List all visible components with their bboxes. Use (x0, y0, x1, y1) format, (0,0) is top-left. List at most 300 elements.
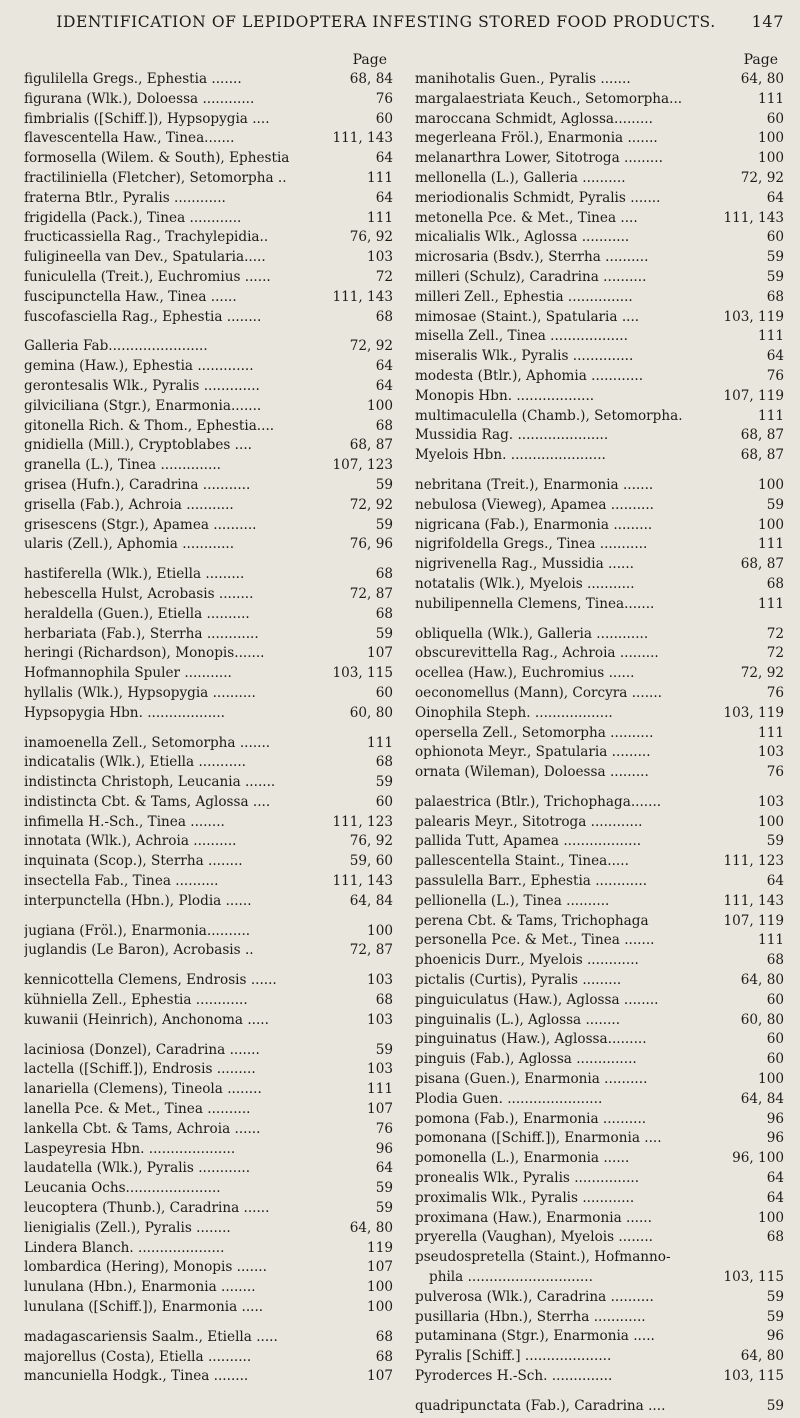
running-title: IDENTIFICATION OF LEPIDOPTERA INFESTING STORED FOOD PRODUCTS. (56, 13, 716, 31)
entry-pages: 72, 87 (349, 585, 393, 602)
entry-pages: 68 (766, 288, 784, 305)
entry-name: pomona (Fab.), Enarmonia .......... (415, 1110, 647, 1127)
entry-pages: 107 (367, 1259, 393, 1276)
entry-name: madagascariensis Saalm., Etiella ..... (24, 1328, 278, 1345)
index-entry (24, 685, 393, 705)
entry-pages: 60 (375, 793, 393, 810)
index-entry (415, 309, 784, 329)
index-entry (415, 1170, 784, 1190)
index-entry (24, 437, 393, 457)
entry-pages: 64, 80 (349, 1219, 393, 1236)
entry-name: majorellus (Costa), Etiella .......... (24, 1348, 252, 1365)
page-number: 147 (751, 12, 784, 31)
index-entry (24, 1160, 393, 1180)
index-entry (24, 150, 393, 170)
entry-pages: 59 (375, 516, 393, 533)
entry-pages: 60, 80 (349, 704, 393, 721)
entry-pages: 76 (766, 367, 784, 384)
entry-pages: 60 (375, 110, 393, 127)
entry-name: innotata (Wlk.), Achroia .......... (24, 833, 237, 850)
index-entry (24, 923, 393, 943)
entry-pages: 100 (758, 150, 784, 167)
index-entry (24, 358, 393, 378)
entry-pages: 72, 87 (349, 942, 393, 959)
index-entry (415, 536, 784, 556)
entry-name: Mussidia Rag. ..................... (415, 427, 609, 444)
entry-name: lombardica (Hering), Monopis ....... (24, 1259, 267, 1276)
index-entry (24, 1240, 393, 1260)
entry-pages: 72, 92 (349, 496, 393, 513)
index-entry (415, 1071, 784, 1091)
entry-name: passulella Barr., Ephestia ............ (415, 873, 648, 890)
index-entry (415, 932, 784, 952)
index-entry (24, 536, 393, 556)
index-entry (415, 1309, 784, 1329)
entry-pages: 68, 87 (349, 437, 393, 454)
index-entry (24, 853, 393, 873)
entry-name: Pyralis [Schiff.] .................... (415, 1348, 612, 1365)
index-entry (415, 1150, 784, 1170)
entry-pages: 111, 123 (332, 813, 393, 830)
page-header (24, 12, 784, 31)
index-entry (415, 170, 784, 190)
entry-name: heringi (Richardson), Monopis....... (24, 645, 265, 662)
index-entry (415, 596, 784, 616)
index-entry (415, 348, 784, 368)
entry-pages: 64 (375, 358, 393, 375)
entry-pages: 60, 80 (740, 1011, 784, 1028)
entry-name: Plodia Guen. ...................... (415, 1090, 603, 1107)
entry-name: ularis (Zell.), Aphomia ............ (24, 536, 235, 553)
index-entry (415, 1111, 784, 1131)
index-entry (415, 913, 784, 933)
index-entry (415, 1249, 784, 1269)
entry-pages: 59 (375, 625, 393, 642)
entry-name: multimaculella (Chamb.), Setomorpha. (415, 407, 683, 424)
index-entry (24, 774, 393, 794)
index-entry (415, 210, 784, 230)
entry-name: melanarthra Lower, Sitotroga ......... (415, 150, 663, 167)
entry-pages: 100 (367, 397, 393, 414)
index-entry (415, 1091, 784, 1111)
index-entry (415, 427, 784, 447)
index-entry (24, 566, 393, 586)
column-page-heading: Page (743, 52, 778, 68)
entry-pages: 59 (766, 496, 784, 513)
entry-pages: 107, 119 (723, 912, 784, 929)
entry-name: Lindera Blanch. .................... (24, 1239, 225, 1256)
index-entry (415, 744, 784, 764)
entry-name: pallida Tutt, Apamea .................. (415, 833, 642, 850)
index-entry (415, 447, 784, 467)
entry-pages: 59 (766, 1288, 784, 1305)
index-entry (415, 705, 784, 725)
index-entry (24, 873, 393, 893)
entry-name: infimella H.-Sch., Tinea ........ (24, 813, 225, 830)
entry-name: kuwanii (Heinrich), Anchonoma ..... (24, 1011, 269, 1028)
entry-name: pellionella (L.), Tinea .......... (415, 892, 610, 909)
entry-pages: 64 (375, 377, 393, 394)
entry-pages: 64 (766, 348, 784, 365)
entry-name: lactella ([Schiff.]), Endrosis ......... (24, 1061, 256, 1078)
index-entry (415, 952, 784, 972)
index-column-left (24, 52, 393, 1418)
index-entry (24, 309, 393, 329)
entry-pages: 111, 143 (332, 288, 393, 305)
index-entry (24, 735, 393, 755)
entry-name: notatalis (Wlk.), Myelois ........... (415, 575, 635, 592)
entry-name: Leucania Ochs...................... (24, 1180, 221, 1197)
entry-name: Hofmannophila Spuler ........... (24, 665, 232, 682)
entry-pages: 103, 115 (723, 1269, 784, 1286)
entry-name: quadripunctata (Fab.), Caradrina .... (415, 1397, 666, 1414)
entry-pages: 100 (758, 813, 784, 830)
entry-name: ophionota Meyr., Spatularia ......... (415, 744, 651, 761)
entry-pages: 68 (375, 566, 393, 583)
index-entry (24, 210, 393, 230)
entry-name: Pyroderces H.-Sch. .............. (415, 1368, 613, 1384)
index-entry (24, 645, 393, 665)
entry-pages: 76 (766, 684, 784, 701)
entry-name: maroccana Schmidt, Aglossa......... (415, 110, 653, 127)
index-entry (24, 705, 393, 725)
entry-pages: 68 (375, 417, 393, 434)
index-column-right (415, 52, 784, 1418)
index-entry (415, 1210, 784, 1230)
entry-name: nigrifoldella Gregs., Tinea ........... (415, 536, 648, 553)
entry-name: grisella (Fab.), Achroia ........... (24, 496, 234, 513)
index-entry (24, 1220, 393, 1240)
index-entry (415, 1190, 784, 1210)
index-entry (24, 1121, 393, 1141)
index-columns (24, 52, 784, 1418)
index-entry (415, 289, 784, 309)
entry-name: nebritana (Treit.), Enarmonia ....... (415, 476, 654, 493)
index-entry (24, 814, 393, 834)
index-entry (415, 249, 784, 269)
entry-name: perena Cbt. & Tams, Trichophaga (415, 912, 649, 929)
entry-name: misella Zell., Tinea .................. (415, 328, 628, 345)
entry-pages: 111 (758, 90, 784, 107)
index-entry (415, 794, 784, 814)
entry-pages: 60 (766, 110, 784, 127)
entry-pages: 96, 100 (732, 1150, 784, 1167)
entry-name: pryerella (Vaughan), Myelois ........ (415, 1229, 653, 1246)
entry-name: mellonella (L.), Galleria .......... (415, 169, 626, 186)
entry-pages: 100 (367, 922, 393, 939)
entry-pages: 103, 115 (723, 1368, 784, 1384)
entry-pages: 103 (367, 1011, 393, 1028)
entry-pages: 100 (367, 1279, 393, 1296)
entry-name: pinguinalis (L.), Aglossa ........ (415, 1011, 621, 1028)
entry-pages: 68 (375, 1328, 393, 1345)
entry-name: milleri Zell., Ephestia ............... (415, 288, 633, 305)
entry-name: indicatalis (Wlk.), Etiella ........... (24, 754, 246, 771)
index-entry (24, 586, 393, 606)
entry-name: lanella Pce. & Met., Tinea .......... (24, 1101, 251, 1118)
entry-pages: 111 (367, 1081, 393, 1098)
entry-name: pinguiculatus (Haw.), Aglossa ........ (415, 991, 659, 1008)
entry-name: megerleana Fröl.), Enarmonia ....... (415, 130, 658, 147)
entry-pages: 64 (375, 1160, 393, 1177)
entry-pages: 76, 96 (349, 536, 393, 553)
index-entry (24, 1101, 393, 1121)
index-entry (415, 1031, 784, 1051)
entry-name: micalialis Wlk., Aglossa ........... (415, 229, 630, 246)
entry-name: lanariella (Clemens), Tineola ........ (24, 1081, 262, 1098)
index-entry (415, 150, 784, 170)
entry-pages: 103 (367, 972, 393, 989)
index-entry (415, 229, 784, 249)
entry-name: pseudospretella (Staint.), Hofmanno- (415, 1249, 671, 1266)
entry-name: pictalis (Curtis), Pyralis ......... (415, 972, 622, 989)
entry-name: insectella Fab., Tinea .......... (24, 873, 219, 890)
entry-pages: 72, 92 (349, 338, 393, 355)
index-entry (415, 328, 784, 348)
entry-name: nebulosa (Vieweg), Apamea .......... (415, 496, 654, 513)
entry-pages: 111 (758, 595, 784, 612)
entry-pages: 68 (375, 1348, 393, 1365)
entry-pages: 68 (766, 1229, 784, 1246)
entry-name: pisana (Guen.), Enarmonia .......... (415, 1071, 648, 1088)
entry-name: phila ............................. (429, 1269, 593, 1286)
entry-name: granella (L.), Tinea .............. (24, 457, 221, 474)
index-entry (415, 388, 784, 408)
entry-name: kennicottella Clemens, Endrosis ...... (24, 972, 277, 989)
index-entry (24, 71, 393, 91)
entry-pages: 72 (766, 625, 784, 642)
entry-name: hyllalis (Wlk.), Hypsopygia .......... (24, 684, 256, 701)
index-entry (24, 1349, 393, 1369)
entry-pages: 96 (766, 1130, 784, 1147)
entry-pages: 76 (375, 1120, 393, 1137)
index-entry (415, 111, 784, 131)
entry-pages: 111 (367, 734, 393, 751)
index-entry (415, 556, 784, 576)
entry-name: fimbrialis ([Schiff.]), Hypsopygia .... (24, 110, 270, 127)
entry-name: hastiferella (Wlk.), Etiella ......... (24, 566, 245, 583)
entry-name: Monopis Hbn. .................. (415, 387, 595, 404)
entry-pages: 68, 87 (740, 447, 784, 464)
entry-pages: 64 (375, 150, 393, 167)
entry-name: pulverosa (Wlk.), Caradrina .......... (415, 1288, 654, 1305)
index-entry (415, 1130, 784, 1150)
index-entry (24, 418, 393, 438)
entry-name: grisea (Hufn.), Caradrina ........... (24, 476, 251, 493)
index-entry (415, 665, 784, 685)
entry-pages: 60 (766, 1051, 784, 1068)
index-entry (415, 992, 784, 1012)
index-entry (24, 942, 393, 962)
index-entry (415, 517, 784, 537)
entry-pages: 68, 84 (349, 71, 393, 87)
entry-pages: 76 (375, 90, 393, 107)
index-entry (24, 497, 393, 517)
index-entry (24, 754, 393, 774)
entry-pages: 100 (367, 1299, 393, 1316)
entry-pages: 111 (758, 328, 784, 345)
index-entry (24, 665, 393, 685)
entry-pages: 64 (375, 189, 393, 206)
entry-name: jugiana (Fröl.), Enarmonia.......... (24, 922, 251, 939)
entry-pages: 111, 143 (332, 130, 393, 147)
entry-name: mancuniella Hodgk., Tinea ........ (24, 1368, 249, 1385)
entry-name: pallescentella Staint., Tinea..... (415, 853, 629, 870)
entry-name: phoenicis Durr., Myelois ............ (415, 952, 639, 969)
entry-pages: 96 (766, 1328, 784, 1345)
entry-pages: 68 (375, 992, 393, 1009)
entry-pages: 76, 92 (349, 833, 393, 850)
entry-name: fractiliniella (Fletcher), Setomorpha .. (24, 169, 287, 186)
entry-pages: 59 (375, 1180, 393, 1197)
index-entry (415, 645, 784, 665)
index-entry (415, 873, 784, 893)
index-entry (415, 91, 784, 111)
entry-name: gerontesalis Wlk., Pyralis ............. (24, 377, 260, 394)
entry-pages: 59, 60 (349, 853, 393, 870)
index-entry (415, 71, 784, 91)
entry-pages: 60 (766, 229, 784, 246)
entry-pages: 68 (766, 575, 784, 592)
index-entry (415, 1229, 784, 1249)
index-entry (24, 1200, 393, 1220)
entry-pages: 96 (375, 1140, 393, 1157)
entry-pages: 111 (758, 536, 784, 553)
entry-pages: 111 (758, 932, 784, 949)
entry-pages: 59 (766, 1397, 784, 1414)
entry-name: pusillaria (Hbn.), Sterrha ............ (415, 1308, 646, 1325)
entry-list (415, 71, 784, 1418)
index-entry (415, 725, 784, 745)
entry-pages: 59 (766, 249, 784, 266)
index-entry (24, 1081, 393, 1101)
entry-name: kühniella Zell., Ephestia ............ (24, 992, 248, 1009)
entry-pages: 64, 84 (349, 892, 393, 909)
entry-pages: 103, 119 (723, 704, 784, 721)
entry-pages: 64 (766, 189, 784, 206)
entry-pages: 103 (367, 1061, 393, 1078)
entry-name: modesta (Btlr.), Aphomia ............ (415, 367, 644, 384)
entry-pages: 68 (375, 605, 393, 622)
entry-name: obscurevittella Rag., Achroia ......... (415, 645, 659, 662)
index-entry (24, 1141, 393, 1161)
entry-name: pronealis Wlk., Pyralis ............... (415, 1170, 640, 1187)
index-entry (24, 794, 393, 814)
entry-name: putaminana (Stgr.), Enarmonia ..... (415, 1328, 655, 1345)
entry-pages: 59 (766, 1308, 784, 1325)
index-entry (24, 170, 393, 190)
entry-pages: 68 (766, 952, 784, 969)
entry-pages: 59 (375, 774, 393, 791)
index-entry (24, 378, 393, 398)
index-entry (24, 130, 393, 150)
index-entry (24, 972, 393, 992)
entry-pages: 64 (766, 1170, 784, 1187)
entry-name: pomonana ([Schiff.]), Enarmonia .... (415, 1130, 662, 1147)
entry-pages: 103 (758, 793, 784, 810)
index-entry (24, 992, 393, 1012)
entry-name: nubilipennella Clemens, Tinea....... (415, 595, 655, 612)
entry-pages: 103 (758, 744, 784, 761)
entry-name: margalaestriata Keuch., Setomorpha... (415, 90, 683, 107)
entry-pages: 111, 143 (723, 209, 784, 226)
entry-name: mimosae (Staint.), Spatularia .... (415, 308, 640, 325)
entry-name: obliquella (Wlk.), Galleria ............ (415, 625, 649, 642)
entry-pages: 100 (758, 516, 784, 533)
entry-name: fuscipunctella Haw., Tinea ...... (24, 288, 237, 305)
entry-pages: 68 (375, 308, 393, 325)
index-entry (415, 833, 784, 853)
index-entry (24, 289, 393, 309)
entry-pages: 107 (367, 1368, 393, 1385)
entry-name: interpunctella (Hbn.), Plodia ...... (24, 892, 252, 909)
entry-name: proximalis Wlk., Pyralis ............ (415, 1189, 635, 1206)
index-entry (24, 1368, 393, 1388)
entry-pages: 72, 92 (740, 169, 784, 186)
entry-name: lunulana ([Schiff.]), Enarmonia ..... (24, 1299, 264, 1316)
entry-name: Myelois Hbn. ...................... (415, 447, 606, 464)
entry-name: pinguinatus (Haw.), Aglossa......... (415, 1031, 647, 1048)
index-entry (24, 626, 393, 646)
entry-name: Galleria Fab....................... (24, 338, 208, 355)
index-entry (415, 269, 784, 289)
entry-pages: 59 (375, 476, 393, 493)
index-entry (415, 893, 784, 913)
entry-name: funiculella (Treit.), Euchromius ...... (24, 268, 271, 285)
entry-name: proximana (Haw.), Enarmonia ...... (415, 1209, 652, 1226)
index-entry (415, 972, 784, 992)
index-entry (415, 1398, 784, 1418)
entry-name: fructicassiella Rag., Trachylepidia.. (24, 229, 269, 246)
entry-name: palearis Meyr., Sitotroga ............ (415, 813, 643, 830)
entry-name: microsaria (Bsdv.), Sterrha .......... (415, 249, 649, 266)
index-entry (415, 1289, 784, 1309)
index-entry (415, 626, 784, 646)
entry-name: gemina (Haw.), Ephestia ............. (24, 358, 254, 375)
index-entry (415, 764, 784, 784)
entry-name: lienigialis (Zell.), Pyralis ........ (24, 1219, 231, 1236)
entry-name: lunulana (Hbn.), Enarmonia ........ (24, 1279, 256, 1296)
index-entry (415, 368, 784, 388)
entry-pages: 64, 80 (740, 1348, 784, 1365)
entry-pages: 72 (375, 268, 393, 285)
entry-name: manihotalis Guen., Pyralis ....... (415, 71, 631, 87)
entry-name: Oinophila Steph. .................. (415, 704, 613, 721)
entry-pages: 111, 143 (332, 873, 393, 890)
entry-name: inamoenella Zell., Setomorpha ....... (24, 734, 271, 751)
entry-name: figurana (Wlk.), Doloessa ............ (24, 90, 255, 107)
entry-pages: 100 (758, 476, 784, 493)
entry-pages: 111 (367, 169, 393, 186)
entry-name: fuscofasciella Rag., Ephestia ........ (24, 308, 262, 325)
index-entry (24, 457, 393, 477)
entry-name: Hypsopygia Hbn. .................. (24, 704, 225, 721)
entry-pages: 64 (766, 873, 784, 890)
index-entry (415, 853, 784, 873)
entry-pages: 107, 119 (723, 387, 784, 404)
entry-name: frigidella (Pack.), Tinea ............ (24, 209, 242, 226)
entry-pages: 59 (766, 833, 784, 850)
index-entry (415, 685, 784, 705)
index-entry (24, 91, 393, 111)
entry-pages: 100 (758, 1209, 784, 1226)
entry-name: ornata (Wileman), Doloessa ......... (415, 764, 649, 781)
entry-name: flavescentella Haw., Tinea....... (24, 130, 235, 147)
index-entry (24, 398, 393, 418)
entry-name: Laspeyresia Hbn. .................... (24, 1140, 236, 1157)
entry-name: milleri (Schulz), Caradrina .......... (415, 268, 647, 285)
entry-name: lankella Cbt. & Tams, Achroia ...... (24, 1120, 261, 1137)
